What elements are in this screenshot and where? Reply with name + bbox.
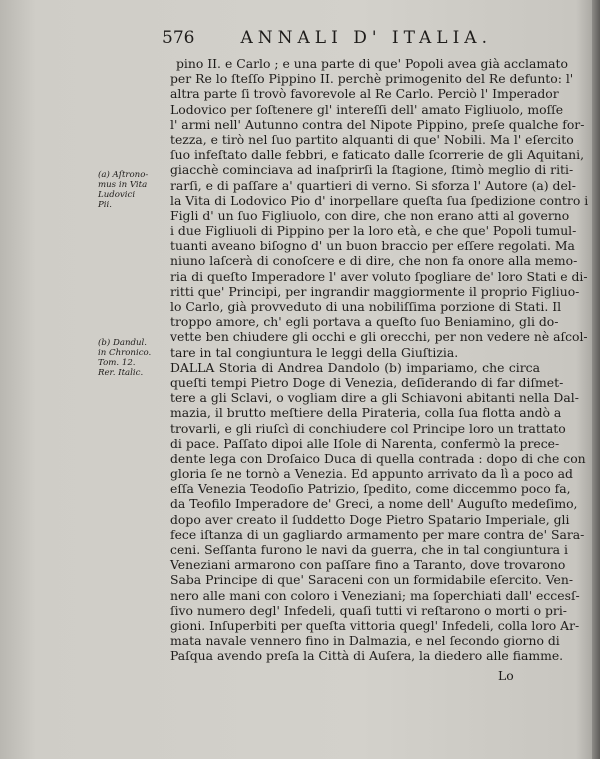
text-line: dente lega con Droſaico Duca di quella contrada : dopo di che con — [170, 450, 586, 466]
text-line: da Teofilo Imperadore de' Greci, a nome dell' Auguſto medeſimo, — [170, 496, 578, 512]
margin-note-line: Ludovici — [98, 190, 136, 200]
text-line: tere a gli Sclavi, o vogliam dire a gli Schiavoni abitanti nella Dal- — [170, 390, 579, 406]
text-line: pino II. e Carlo ; e una parte di que' Popoli avea già acclamato — [176, 56, 568, 71]
text-line: Paſqua avendo preſa la Città di Auſera, la diedero alle fiamme. — [170, 648, 564, 664]
text-line: eſſa Venezia Teodoſio Patrizio, ſpedito, come diccemmo poco fa, — [170, 481, 571, 497]
text-line: rarſi, e di paſſare a' quartieri di verno. Si sforza l' Autore (a) del- — [170, 177, 576, 193]
text-line: Figli d' un ſuo Figliuolo, con dire, che non erano atti al governo — [170, 207, 570, 223]
text-line: di pace. Paſſato dipoi alle Iſole di Narenta, confermò la prece- — [170, 435, 560, 451]
text-line: mazia, il brutto meſtiere della Pirateria, colla ſua flotta andò a — [170, 405, 562, 421]
text-line: ritti que' Principi, per ingrandir maggiormente il proprio Figliuo- — [170, 283, 580, 299]
margin-note-line: Pii. — [98, 200, 113, 210]
margin-note-b — [98, 338, 164, 378]
margin-note-line: in Chronico. — [98, 348, 152, 358]
text-line: Saba Principe di que' Saraceni con un formidabile eſercito. Ven- — [170, 572, 574, 588]
page-edge — [592, 0, 600, 759]
page-number: 576 — [162, 28, 195, 48]
text-line: ria di queſto Imperadore l' aver voluto ſpogliare de' loro Stati e di- — [170, 268, 588, 284]
text-line: Veneziani armarono con paſſare fino a Taranto, dove trovarono — [170, 557, 566, 573]
text-line: gioni. Inſuperbiti per queſta vittoria quegl' Infedeli, colla loro Ar- — [170, 617, 580, 633]
text-line: altra parte ſi trovò favorevole al Re Carlo. Perciò l' Imperador — [170, 86, 559, 102]
text-line: mata navale vennero fino in Dalmazia, e nel ſecondo giorno di — [170, 633, 560, 649]
running-title: ANNALI D' ITALIA. — [240, 28, 492, 48]
text-line: fece iſtanza di un gagliardo armamento per mare contra de' Sara- — [170, 526, 585, 542]
margin-note-line: mus in Vita — [98, 180, 148, 190]
margin-note-line: Rer. Italic. — [98, 368, 144, 378]
text-line: queſti tempi Pietro Doge di Venezia, deſiderando di far diſmet- — [170, 374, 564, 390]
text-line: tuanti aveano biſogno d' un buon braccio per eſſere regolati. Ma — [170, 238, 575, 254]
text-line: la Vita di Lodovico Pio d' inorpellare queſta ſua ſpedizione contro i — [170, 192, 589, 208]
margin-note-line: Tom. 12. — [98, 358, 136, 368]
text-line: per Re lo ſteſſo Pippino II. perchè primogenito del Re defunto: l' — [170, 71, 574, 87]
text-line: vette ben chiudere gli occhi e gli orecchi, per non vedere nè aſcol- — [170, 329, 588, 345]
text-line: DALLA Storia di Andrea Dandolo (b) impariamo, che circa — [170, 359, 540, 375]
text-line: Lodovico per ſoſtenere gl' intereſſi dell' amato Figliuolo, moſſe — [170, 101, 564, 117]
text-line: lo Carlo, già provveduto di una nobiliſſima porzione di Stati. Il — [170, 299, 562, 314]
text-line: l' armi nell' Autunno contra del Nipote Pippino, preſe qualche for- — [170, 116, 585, 132]
text-line: trovarli, e gli riuſcì di conchiudere col Principe loro un trattato — [170, 420, 566, 436]
text-line: ſivo numero degl' Infedeli, quaſi tutti vi reſtarono o morti o pri- — [170, 602, 567, 618]
text-line: giacchè cominciava ad inaſprirſi la ſtagione, ſtimò meglio di riti- — [170, 162, 574, 178]
text-line: troppo amore, ch' egli portava a queſto ſuo Beniamino, gli do- — [170, 314, 559, 330]
body-text — [170, 56, 589, 664]
text-line: nero alle mani con coloro i Veneziani; ma ſoperchiati dall' eccesſ- — [170, 587, 580, 603]
page-header — [162, 28, 492, 52]
text-line: tare in tal congiuntura le leggi della Giuſtizia. — [170, 344, 459, 360]
text-line: dopo aver creato il ſuddetto Doge Pietro Spatario Imperiale, gli — [170, 511, 570, 527]
text-line: ceni. Seſſanta furono le navi da guerra, che in tal congiuntura i — [170, 542, 568, 557]
margin-note-line: (a) Aſtrono- — [98, 170, 149, 180]
text-line: niuno laſcerà di conoſcere e di dire, che non fa onore alla memo- — [170, 253, 578, 269]
text-line: tezza, e tirò nel ſuo partito alquanti di que' Nobili. Ma l' eſercito — [170, 131, 574, 147]
text-line: i due Figliuoli di Pippino per la loro età, e che que' Popoli tumul- — [170, 223, 577, 239]
text-line: ſuo infeſtato dalle febbri, e faticato dalle ſcorrerie de gli Aquitani, — [170, 147, 585, 163]
margin-note-a — [98, 170, 164, 210]
margin-note-line: (b) Dandul. — [98, 338, 148, 348]
catchword: Lo — [498, 668, 514, 683]
text-line: gloria ſe ne tornò a Venezia. Ed appunto arrivato da lì a poco ad — [170, 466, 573, 482]
